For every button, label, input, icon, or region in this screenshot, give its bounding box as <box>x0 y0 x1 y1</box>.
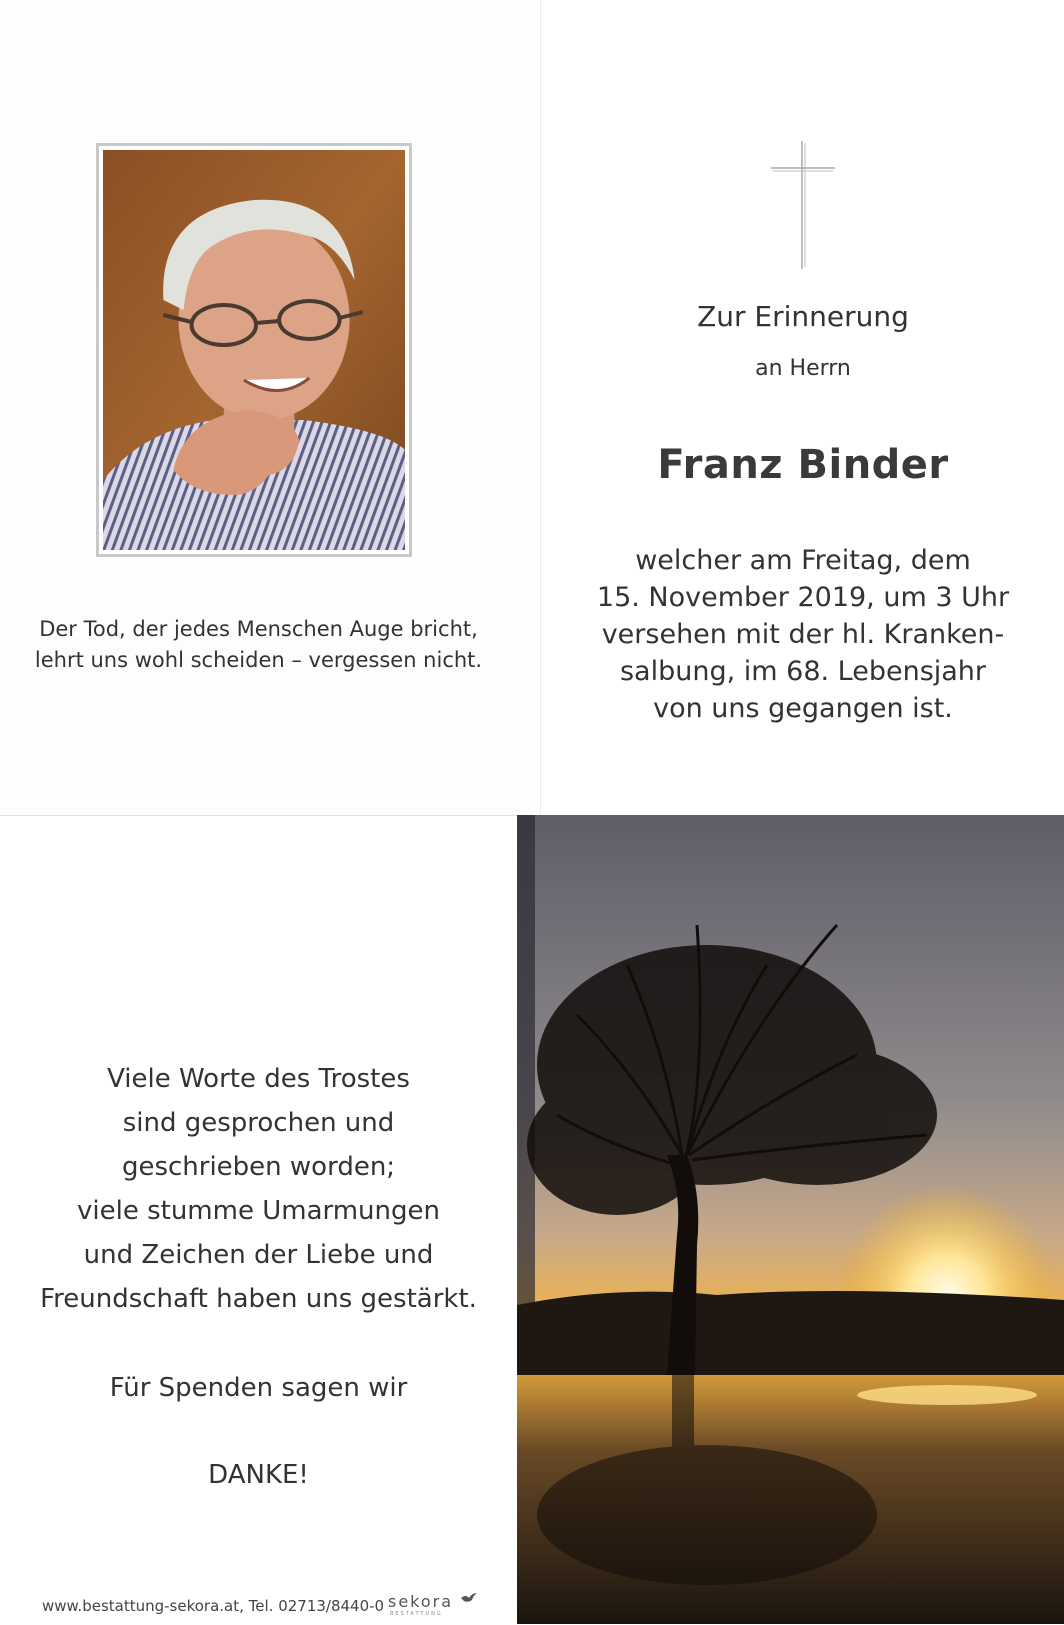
poem-line: Viele Worte des Trostes <box>107 1064 410 1094</box>
poem-line: viele stumme Umarmungen <box>76 1196 440 1226</box>
logo-text: sekora <box>388 1592 454 1611</box>
detail-line: von uns gegangen ist. <box>653 693 953 724</box>
donation-thanks-line: Für Spenden sagen wir <box>109 1373 408 1403</box>
death-details <box>560 542 1046 727</box>
poem-line: und Zeichen der Liebe und <box>83 1240 434 1270</box>
cross-icon <box>771 141 835 269</box>
portrait-image <box>103 150 405 550</box>
detail-line: 15. November 2019, um 3 Uhr <box>596 582 1010 613</box>
poem-line: geschrieben worden; <box>121 1152 396 1182</box>
funeral-home-contact: www.bestattung-sekora.at, Tel. 02713/8440-0 <box>42 1597 385 1615</box>
bird-icon <box>460 1592 478 1604</box>
deceased-name: Franz Binder <box>657 442 949 488</box>
quote-line: Der Tod, der jedes Menschen Auge bricht, <box>39 617 478 641</box>
memory-heading: Zur Erinnerung <box>697 300 909 333</box>
poem-line: Freundschaft haben uns gestärkt. <box>40 1284 477 1314</box>
detail-line: versehen mit der hl. Kranken- <box>601 619 1005 650</box>
sunset-tree-image <box>517 815 1064 1624</box>
logo-subtext: BESTATTUNG <box>390 1611 443 1617</box>
detail-line: welcher am Freitag, dem <box>635 545 971 576</box>
portrait-photo <box>96 143 412 557</box>
poem-line: sind gesprochen und <box>122 1108 395 1138</box>
sunset-image-panel <box>517 815 1064 1624</box>
salutation: an Herrn <box>755 356 851 381</box>
memorial-quote <box>0 614 517 676</box>
funeral-home-logo <box>388 1592 478 1611</box>
consolation-poem <box>0 1057 517 1321</box>
thanks-word: DANKE! <box>208 1460 309 1490</box>
detail-line: salbung, im 68. Lebensjahr <box>619 656 987 687</box>
quote-line: lehrt uns wohl scheiden – vergessen nicht. <box>34 648 483 672</box>
